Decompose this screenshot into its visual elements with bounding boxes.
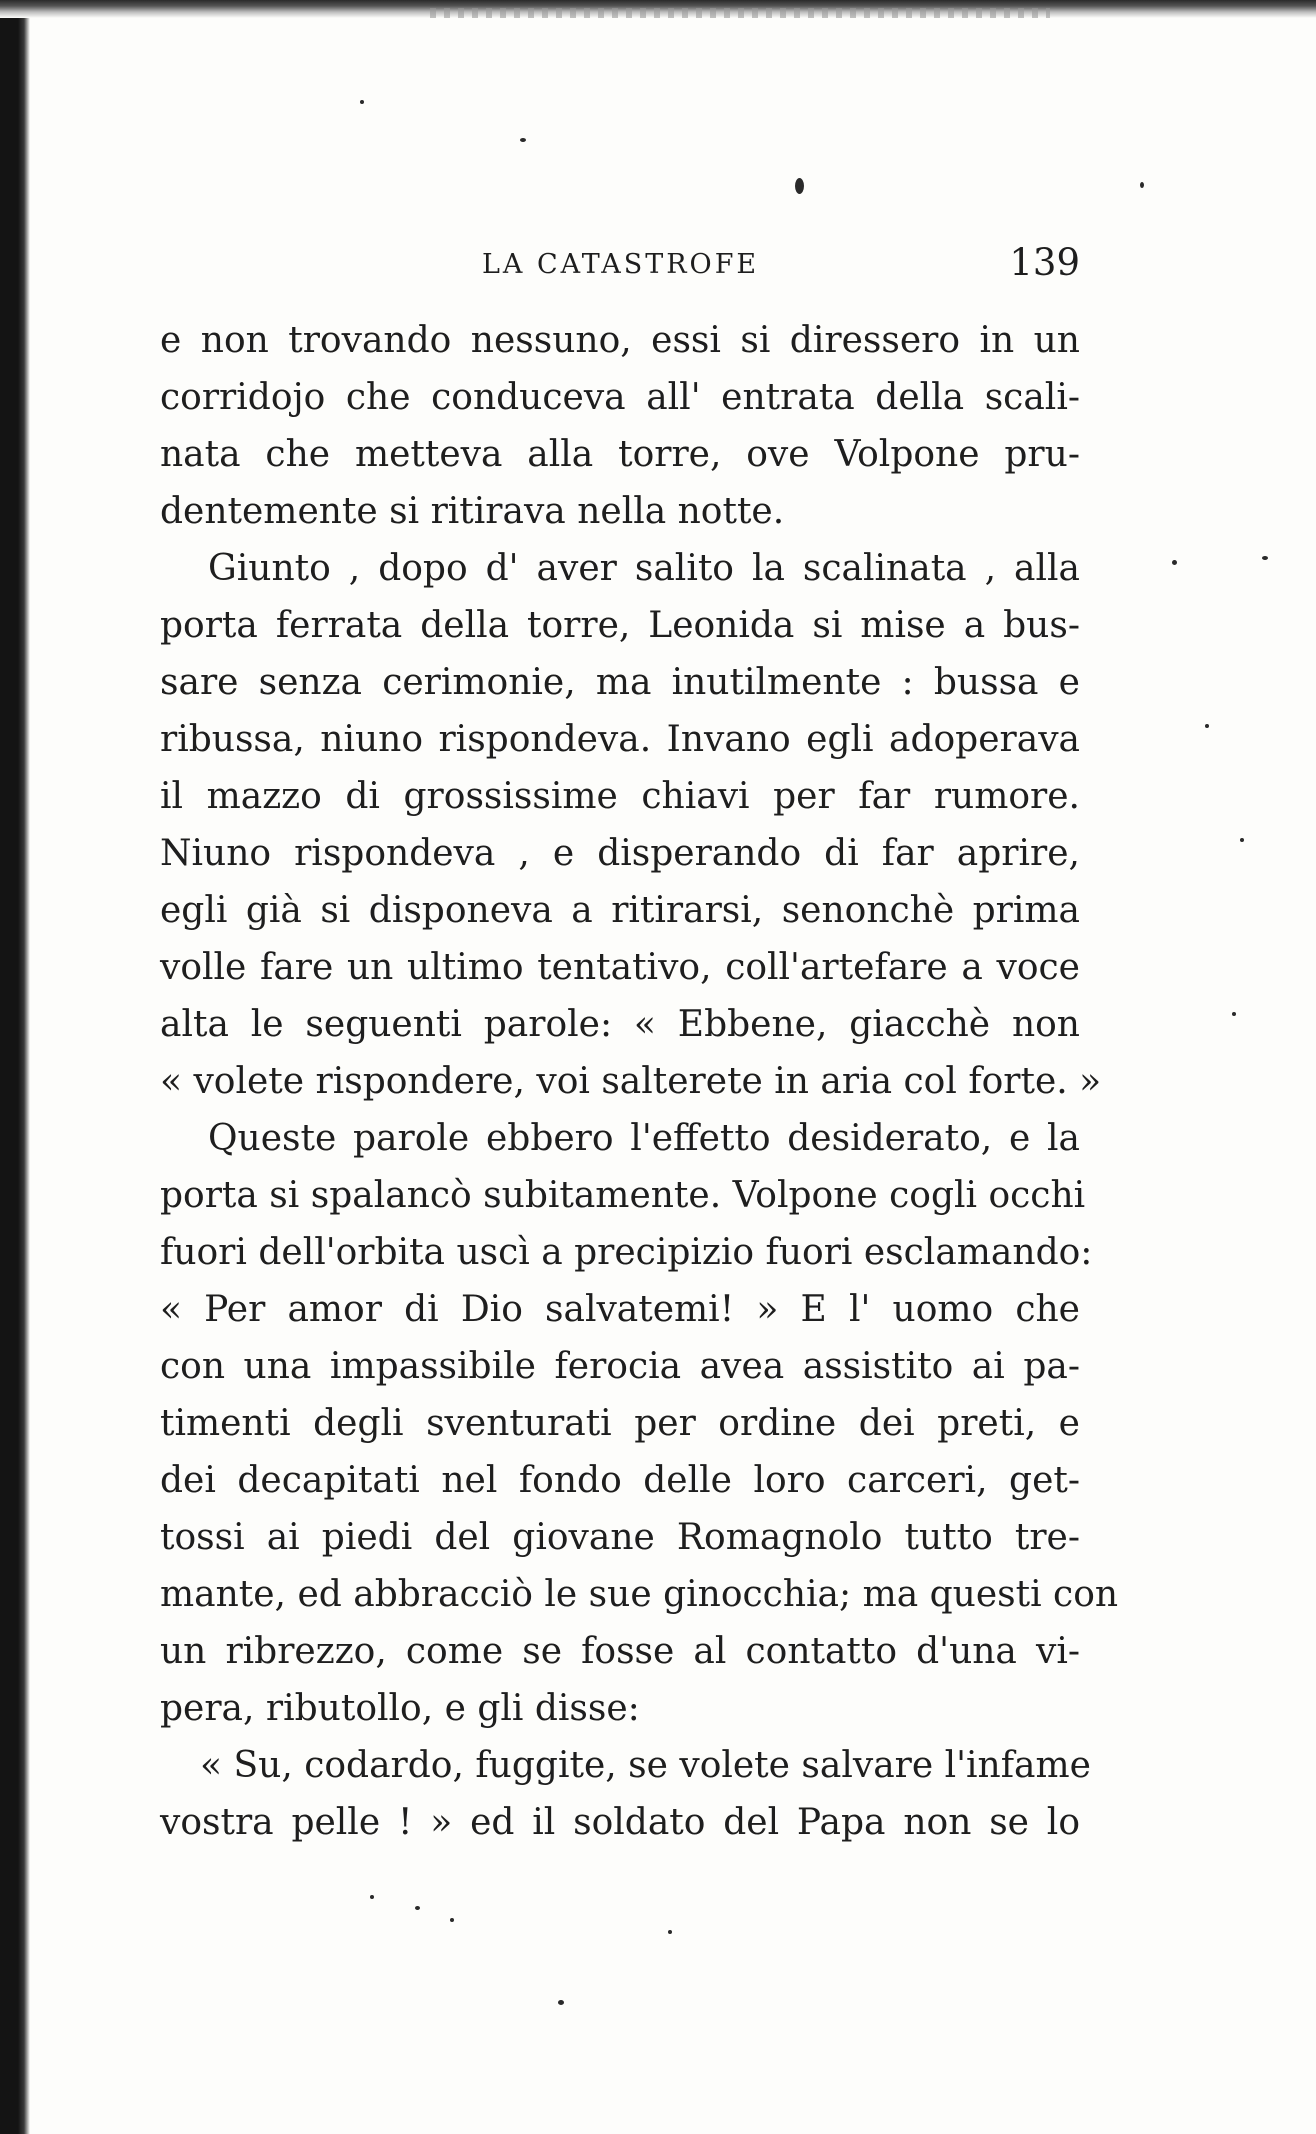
text-line: porta ferrata della torre, Leonida si mise a bus- [160, 605, 1080, 646]
text-line: mante, ed abbracciò le sue ginocchia; ma questi con [160, 1574, 1119, 1615]
text-line: ribussa, niuno rispondeva. Invano egli adoperava [160, 719, 1080, 760]
text-line: dentemente si ritirava nella notte. [160, 491, 785, 532]
scan-speck [360, 100, 364, 104]
scan-speck [1205, 724, 1209, 728]
body-text [160, 312, 1119, 1851]
text-line: e non trovando nessuno, essi si diressero in un [160, 320, 1080, 361]
text-line: tossi ai piedi del giovane Romagnolo tutto tre- [160, 1517, 1080, 1558]
page-number: 139 [1009, 241, 1080, 284]
running-head [160, 241, 1080, 289]
text-line: Giunto , dopo d' aver salito la scalinata , alla [208, 548, 1080, 589]
scan-speck [415, 1906, 420, 1910]
scan-speck [450, 1918, 454, 1922]
scan-speck [668, 1930, 672, 1934]
text-line: « Per amor di Dio salvatemi! » E l' uomo che [160, 1289, 1080, 1330]
scan-smear [430, 8, 1050, 18]
text-line: nata che metteva alla torre, ove Volpone pru- [160, 434, 1080, 475]
text-line: Queste parole ebbero l'effetto desiderato, e la [208, 1118, 1080, 1159]
scan-speck [370, 1895, 374, 1899]
scan-edge-left [0, 0, 30, 2134]
text-line: dei decapitati nel fondo delle loro carceri, get- [160, 1460, 1080, 1501]
text-line: fuori dell'orbita uscì a precipizio fuori esclamando: [160, 1232, 1093, 1273]
text-line: un ribrezzo, come se fosse al contatto d'una vi- [160, 1631, 1080, 1672]
scan-speck [1232, 1012, 1236, 1016]
scan-speck [795, 178, 804, 194]
text-line: Niuno rispondeva , e disperando di far aprire, [160, 833, 1080, 874]
running-head-title: LA CATASTROFE [482, 249, 760, 280]
scan-speck [520, 138, 526, 142]
text-line: « Su, codardo, fuggite, se volete salvare l'infame [200, 1745, 1091, 1786]
scan-speck [1140, 182, 1144, 188]
text-line: sare senza cerimonie, ma inutilmente : bussa e [160, 662, 1080, 703]
text-line: volle fare un ultimo tentativo, coll'artefare a voce [160, 947, 1080, 988]
text-line: egli già si disponeva a ritirarsi, senonchè prima [160, 890, 1080, 931]
text-line: corridojo che conduceva all' entrata della scali- [160, 377, 1080, 418]
scan-speck [1172, 560, 1177, 565]
scan-speck [1240, 838, 1244, 842]
text-line: timenti degli sventurati per ordine dei preti, e [160, 1403, 1080, 1444]
scan-speck [1262, 556, 1268, 560]
scan-speck [558, 2000, 564, 2005]
text-line: « volete rispondere, voi salterete in aria col forte. » [160, 1061, 1102, 1102]
text-line: il mazzo di grossissime chiavi per far rumore. [160, 776, 1080, 817]
text-line: con una impassibile ferocia avea assistito ai pa- [160, 1346, 1080, 1387]
text-line: alta le seguenti parole: « Ebbene, giacchè non [160, 1004, 1080, 1045]
text-line: pera, ributollo, e gli disse: [160, 1688, 640, 1729]
text-line: porta si spalancò subitamente. Volpone cogli occhi [160, 1175, 1086, 1216]
text-line: vostra pelle ! » ed il soldato del Papa non se lo [160, 1802, 1080, 1843]
